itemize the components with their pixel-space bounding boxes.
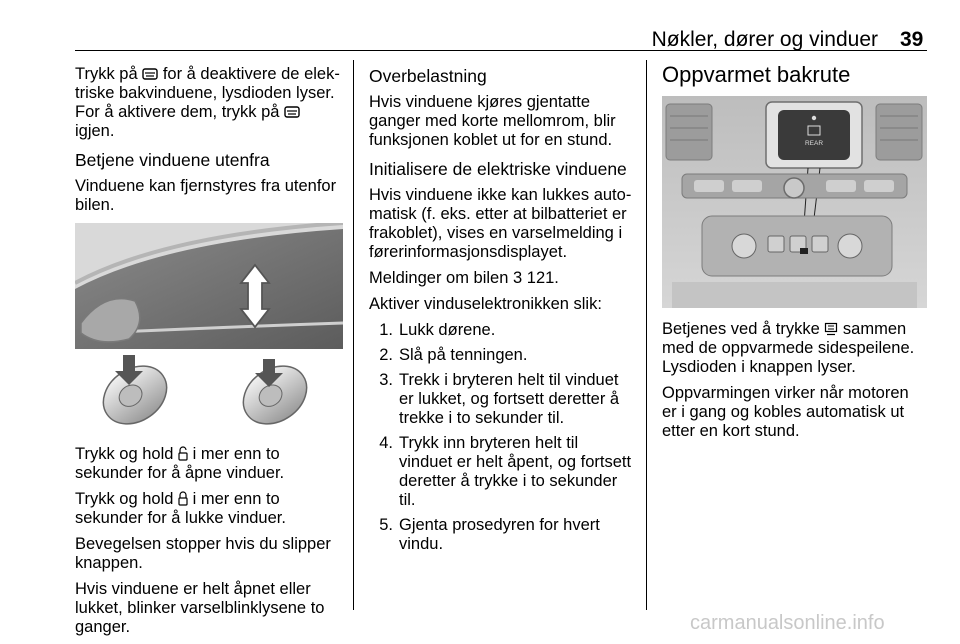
header-rule [75, 50, 927, 51]
column-1 [75, 65, 343, 644]
column-3 [662, 62, 927, 448]
page-number: 39 [900, 28, 924, 51]
key-unlock-icon [178, 446, 188, 461]
list-item: 4. Trykk inn bryteren helt til vinduet er helt åpent, og fortsett deretter å trykke i to sekunder til. [379, 434, 632, 509]
key-lock-icon [178, 491, 188, 506]
child-window-lock-icon [142, 67, 158, 81]
heading-heated-rear-window: Oppvarmet bakrute [662, 62, 851, 87]
messages-reference: Meldinger om bilen 3 121. [369, 269, 559, 287]
heading-operate-outside: Betjene vinduene utenfra [75, 150, 270, 170]
heating-auto-off-paragraph: Oppvarmingen virker når motoren er i gang og kobles automatisk ut etter en kort stund. [662, 384, 909, 440]
hazard-blink-paragraph: Hvis vinduene er helt åpnet eller lukket, blinker varselblinklysene to ganger. [75, 580, 325, 636]
running-header-title: Nøkler, dører og vinduer [651, 28, 878, 51]
watermark: carmanualsonline.info [690, 612, 885, 634]
list-item: 5. Gjenta prosedyren for hvert vindu. [379, 516, 600, 553]
open-windows-paragraph: Trykk og hold i mer enn to sekunder for å åpne vinduer. [75, 445, 285, 482]
operate-rear-paragraph: Betjenes ved å trykke sammen med de oppvarmede sidespeilene. Lysdioden i knappen lyser. [662, 320, 915, 376]
list-item: 1. Lukk dørene. [379, 321, 496, 339]
overload-paragraph: Hvis vinduene kjøres gjentatte ganger med korte mellomrom, blir funksjonen koblet ut for en stund. [369, 93, 616, 149]
activate-paragraph: Aktiver vinduselektronikken slik: [369, 295, 602, 313]
list-item: 3. Trekk i bryteren helt til vinduet er lukket, og fortsett deretter å trekke i to sekunder til. [379, 371, 620, 427]
column-divider-1 [353, 60, 354, 610]
initialise-paragraph: Hvis vinduene ikke kan lukkes automatisk (f. eks. etter at bilbatteriet er frakoblet), vises en varselmelding i førerinformasjonsdisplayet. [369, 186, 632, 261]
rear-button-label: REAR [804, 140, 824, 147]
heading-overload: Overbelastning [369, 66, 487, 86]
list-item: 2. Slå på tenningen. [379, 346, 528, 364]
remote-window-illustration [75, 223, 343, 433]
remote-paragraph: Vinduene kan fjernstyres fra utenfor bilen. [75, 177, 337, 214]
column-2 [369, 65, 635, 560]
heading-initialise: Initialisere de elektriske vinduene [369, 159, 627, 179]
init-steps-list [369, 321, 635, 554]
column-divider-2 [646, 60, 647, 610]
movement-stops-paragraph: Bevegelsen stopper hvis du slipper knappen. [75, 535, 331, 572]
child-window-lock-icon [284, 105, 300, 119]
child-lock-paragraph: Trykk på for å deaktivere de elektriske bakvinduene, lysdioden lyser. For å aktivere dem, trykk på igjen. [75, 65, 340, 140]
rear-defrost-icon [824, 322, 838, 336]
page-reference-arrow-icon: 3 [513, 269, 523, 287]
close-windows-paragraph: Trykk og hold i mer enn to sekunder for å lukke vinduer. [75, 490, 286, 527]
heated-rear-window-illustration [662, 96, 927, 308]
